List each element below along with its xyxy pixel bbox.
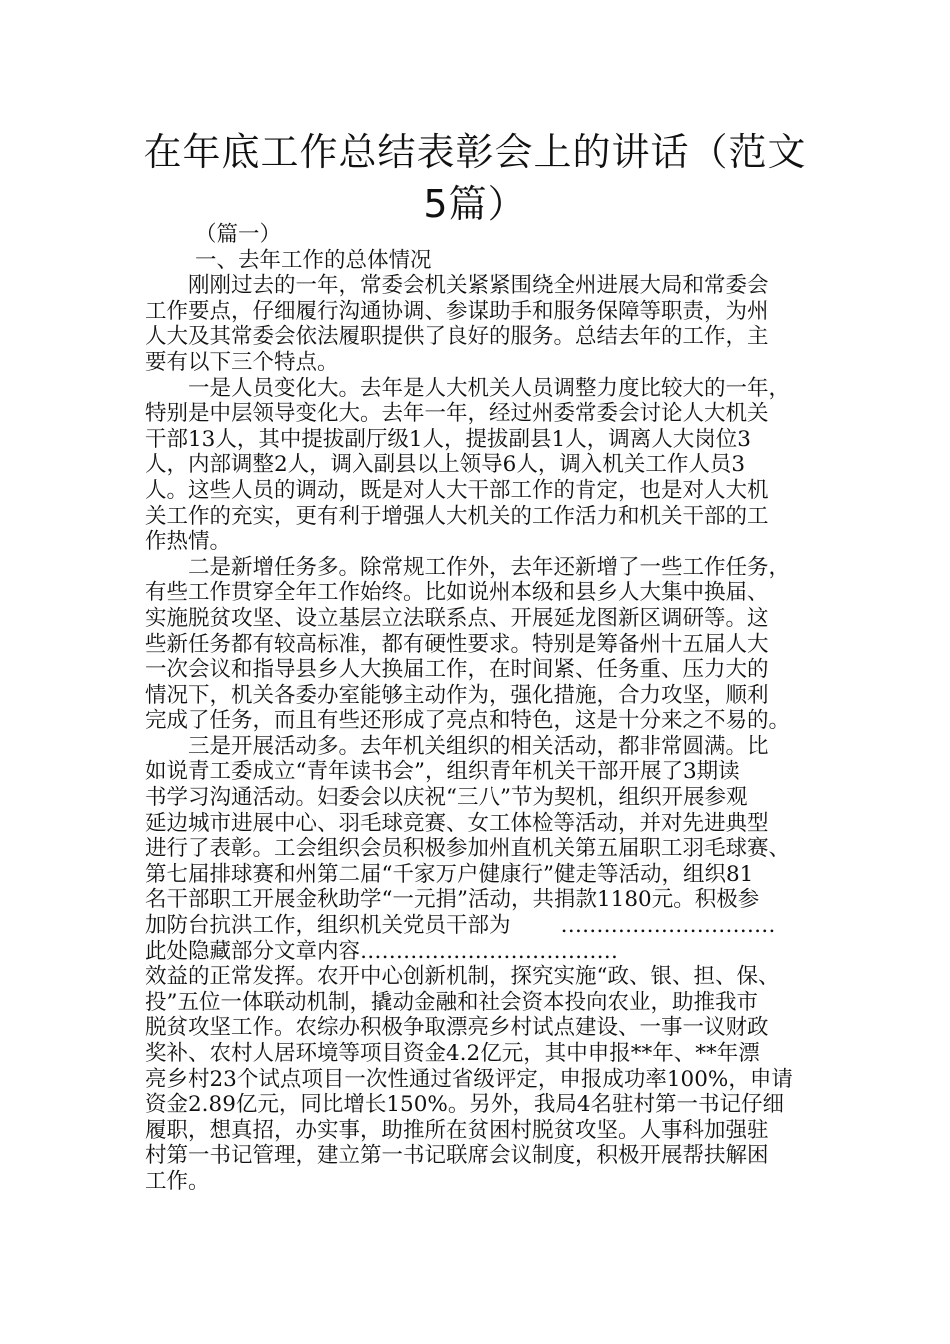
document-body (145, 222, 820, 1195)
paragraph-line: 二是新增任务多。除常规工作外，去年还新增了一些工作任务， (188, 554, 791, 580)
paragraph-line: 刚刚过去的一年，常委会机关紧紧围绕全州进展大局和常委会 (188, 273, 769, 299)
paragraph-line: 完成了任务，而且有些还形成了亮点和特色，这是十分来之不易的。 (145, 708, 791, 734)
paragraph-line: 书学习沟通活动。妇委会以庆祝“三八”节为契机，组织开展参观 (145, 785, 748, 811)
paragraph-line: 延边城市进展中心、羽毛球竞赛、女工体检等活动，并对先进典型 (145, 810, 769, 836)
paragraph-line: 资金2.89亿元，同比增长150%。另外，我局4名驻村第一书记仔细 (145, 1092, 785, 1118)
paragraph-line: 特别是中层领导变化大。去年一年，经过州委常委会讨论人大机关 (145, 401, 769, 427)
truncated-text: 加防台抗洪工作，组织机关党员干部为 (145, 913, 511, 939)
title-line-1: 在年底工作总结表彰会上的讲话（范文 (143, 130, 807, 174)
paragraph-line: 人，内部调整2人，调入副县以上领导6人，调入机关工作人员3 (145, 452, 746, 478)
paragraph-line: 一是人员变化大。去年是人大机关人员调整力度比较大的一年， (188, 375, 791, 401)
paragraph-line: 工作要点，仔细履行沟通协调、参谋助手和服务保障等职责，为州 (145, 298, 769, 324)
paragraph-line: 关工作的充实，更有利于增强人大机关的工作活力和机关干部的工 (145, 503, 769, 529)
paragraph-line-truncated (145, 913, 820, 939)
paragraph-line: 一次会议和指导县乡人大换届工作，在时间紧、任务重、压力大的 (145, 657, 769, 683)
paragraph-line: 进行了表彰。工会组织会员积极参加州直机关第五届职工羽毛球赛、 (145, 836, 791, 862)
paragraph-line: 第七届排球赛和州第二届“千家万户健康行”健走等活动，组织81 (145, 861, 754, 887)
paragraph-line: 干部13人，其中提拔副厅级1人，提拔副县1人，调离人大岗位3 (145, 426, 751, 452)
hidden-content-note: 此处隐藏部分文章内容……………………………… (145, 938, 619, 964)
paragraph-line: 有些工作贯穿全年工作始终。比如说州本级和县乡人大集中换届、 (145, 580, 769, 606)
paragraph-line: 工作。 (145, 1168, 210, 1194)
paragraph-line: 人。这些人员的调动，既是对人大干部工作的肯定，也是对人大机 (145, 477, 769, 503)
paragraph-line: 亮乡村23个试点项目一次性通过省级评定，申报成功率100%，申请 (145, 1066, 793, 1092)
section-label: （篇一） (195, 222, 282, 247)
paragraph-line: 些新任务都有较高标准，都有硬性要求。特别是筹备州十五届人大 (145, 631, 769, 657)
paragraph-line: 履职，想真招，办实事，助推所在贫困村脱贫攻坚。人事科加强驻 (145, 1117, 769, 1143)
paragraph-line: 奖补、农村人居环境等项目资金4.2亿元，其中申报**年、**年漂 (145, 1041, 760, 1066)
paragraph-line: 要有以下三个特点。 (145, 349, 339, 375)
paragraph-line: 投”五位一体联动机制，撬动金融和社会资本投向农业，助推我市 (145, 989, 758, 1015)
heading-overview: 一、去年工作的总体情况 (195, 247, 432, 273)
paragraph-line: 村第一书记管理，建立第一书记联席会议制度，积极开展帮扶解困 (145, 1143, 769, 1169)
paragraph-line: 效益的正常发挥。农开中心创新机制，探究实施“政、银、担、保、 (145, 964, 780, 990)
paragraph-line: 脱贫攻坚工作。农综办积极争取漂亮乡村试点建设、一事一议财政 (145, 1015, 769, 1041)
ellipsis-dots: ………………………… (560, 913, 776, 939)
paragraph-line: 实施脱贫攻坚、设立基层立法联系点、开展延龙图新区调研等。这 (145, 605, 769, 631)
paragraph-line: 三是开展活动多。去年机关组织的相关活动，都非常圆满。比 (188, 733, 769, 759)
paragraph-line: 作热情。 (145, 529, 232, 555)
paragraph-line: 人大及其常委会依法履职提供了良好的服务。总结去年的工作，主 (145, 324, 769, 350)
paragraph-line: 情况下，机关各委办室能够主动作为，强化措施，合力攻坚，顺利 (145, 682, 769, 708)
document-title (140, 126, 810, 230)
paragraph-line: 名干部职工开展金秋助学“一元捐”活动，共捐款1180元。积极参 (145, 887, 760, 913)
paragraph-line: 如说青工委成立“青年读书会”，组织青年机关干部开展了3期读 (145, 759, 740, 785)
title-line-2: 5篇） (423, 182, 527, 226)
